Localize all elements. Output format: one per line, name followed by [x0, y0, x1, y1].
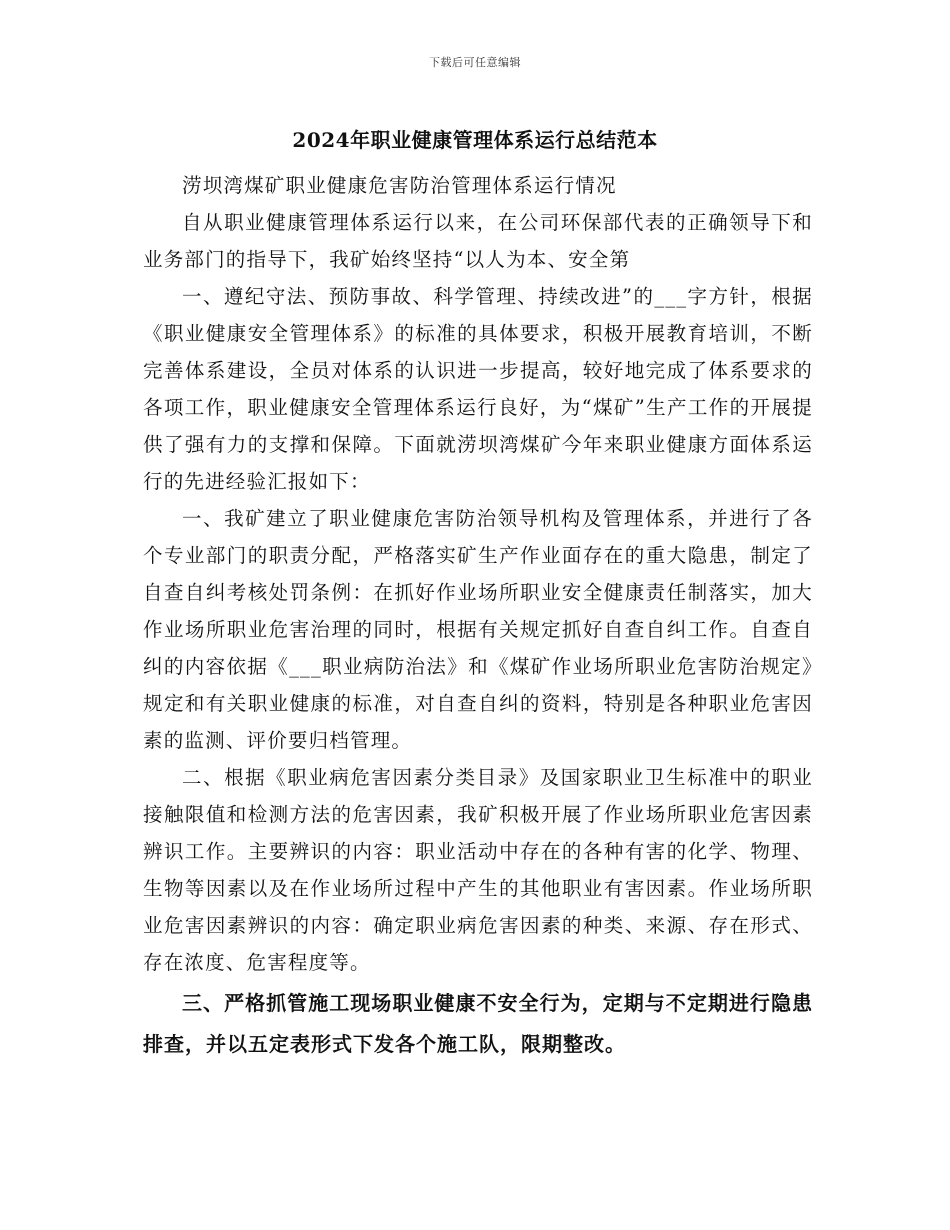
paragraph-subtitle: 涝坝湾煤矿职业健康危害防治管理体系运行情况	[182, 174, 617, 197]
paragraph-section-3: 三、严格抓管施工现场职业健康不安全行为，定期与不定期进行隐患排查，并以五定表形式下发各个施工队，限期整改。	[143, 991, 813, 1056]
header-note: 下载后可任意编辑	[429, 56, 521, 69]
paragraph-section-1: 一、我矿建立了职业健康危害防治领导机构及管理体系，并进行了各个专业部门的职责分配，严格落实矿生产作业面存在的重大隐患，制定了自查自纠考核处罚条例：在抓好作业场所职业安全健康责任制落实，加大作业场所职业危害治理的同时，根据有关规定抓好自查自纠工作。自查自纠的内容依据《___职业病防治法》和《煤矿作业场所职业危害防治规定》规定和有关职业健康的标准，对自查自纠的资料，特别是各种职业危害因素的监测、评价要归档管理。	[143, 507, 813, 752]
paragraph-policy: 一、遵纪守法、预防事故、科学管理、持续改进”的___字方针，根据《职业健康安全管理体系》的标准的具体要求，积极开展教育培训，不断完善体系建设，全员对体系的认识进一步提高，较好地完成了体系要求的各项工作，职业健康安全管理体系运行良好，为“煤矿”生产工作的开展提供了强有力的支撑和保障。下面就涝坝湾煤矿今年来职业健康方面体系运行的先进经验汇报如下：	[143, 285, 813, 493]
document-title: 2024年职业健康管理体系运行总结范本	[292, 128, 658, 152]
paragraph-intro: 自从职业健康管理体系运行以来，在公司环保部代表的正确领导下和业务部门的指导下，我矿始终坚持“以人为本、安全第	[143, 211, 813, 271]
document-body	[143, 167, 813, 1065]
paragraph-section-2: 二、根据《职业病危害因素分类目录》及国家职业卫生标准中的职业接触限值和检测方法的危害因素，我矿积极开展了作业场所职业危害因素辨识工作。主要辨识的内容：职业活动中存在的各种有害的化学、物理、生物等因素以及在作业场所过程中产生的其他职业有害因素。作业场所职业危害因素辨识的内容：确定职业病危害因素的种类、来源、存在形式、存在浓度、危害程度等。	[143, 766, 813, 974]
